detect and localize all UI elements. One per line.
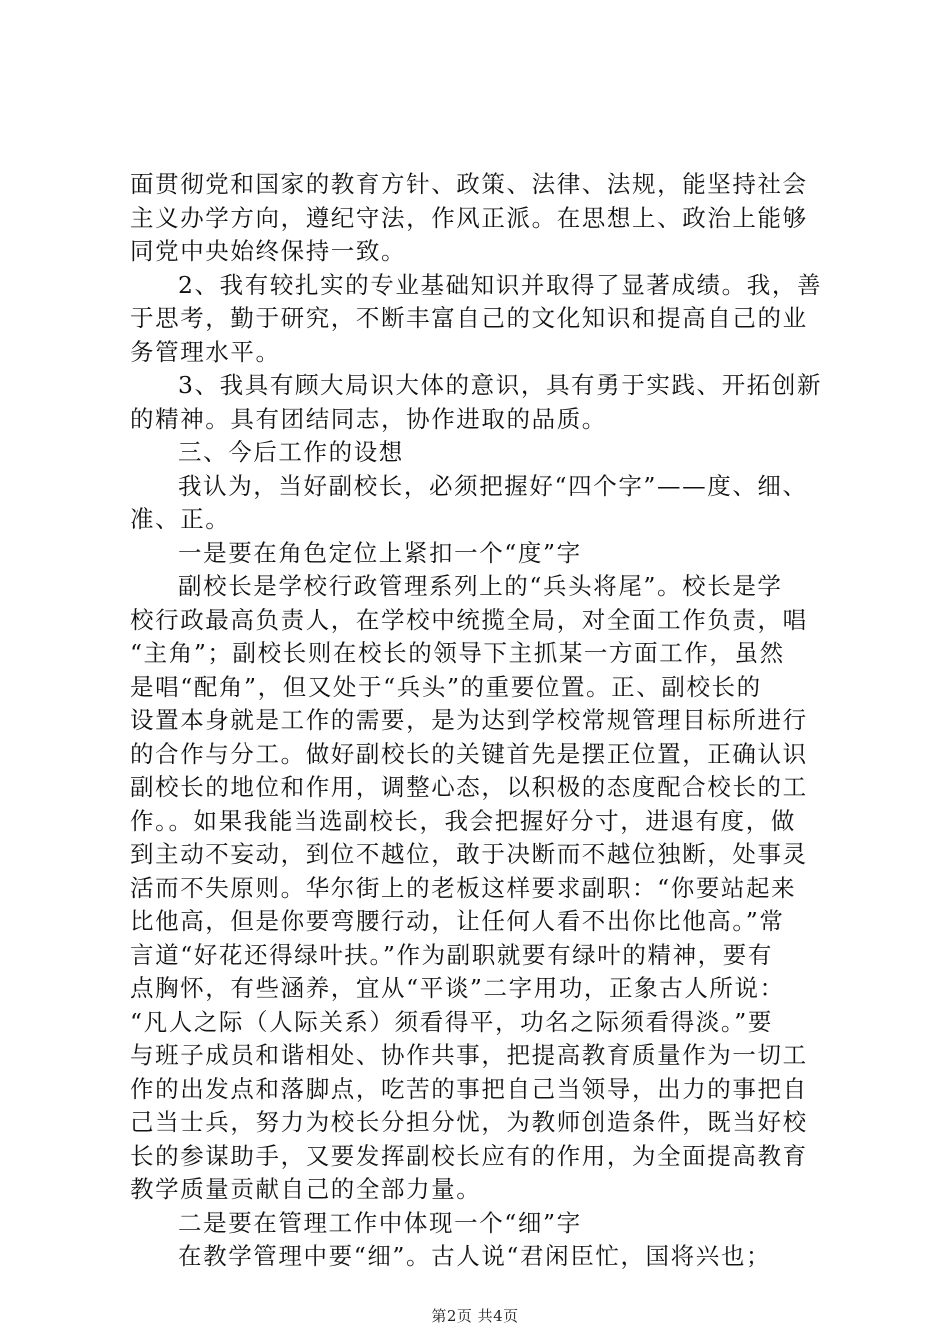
text-line: 面贯彻党和国家的教育方针、政策、法律、法规，能坚持社会 bbox=[130, 170, 808, 198]
text-line: 我认为，当好副校长，必须把握好“四个字”——度、细、 bbox=[178, 471, 808, 500]
text-line: 校行政最高负责人，在学校中统揽全局，对全面工作负责，唱 bbox=[130, 605, 808, 634]
text-line: 作的出发点和落脚点，吃苦的事把自己当领导，出力的事把自 bbox=[130, 1074, 808, 1103]
text-line: 同党中央始终保持一致。 bbox=[130, 237, 407, 265]
text-line: 教学质量贡献自己的全部力量。 bbox=[130, 1175, 482, 1203]
text-line: 活而不失原则。华尔街上的老板这样要求副职：“你要站起来 bbox=[130, 873, 797, 902]
text-line: 言道“好花还得绿叶扶。”作为副职就要有绿叶的精神，要有 bbox=[130, 940, 773, 969]
text-line: “主角”；副校长则在校长的领导下主抓某一方面工作，虽然 bbox=[130, 639, 785, 667]
text-line: 在教学管理中要“细”。古人说“君闲臣忙，国将兴也； bbox=[178, 1242, 772, 1270]
text-line: 设置本身就是工作的需要，是为达到学校常规管理目标所进行 bbox=[130, 706, 808, 734]
text-line: 一是要在角色定位上紧扣一个“度”字 bbox=[178, 538, 582, 567]
text-line: 副校长是学校行政管理系列上的“兵头将尾”。校长是学 bbox=[178, 572, 783, 600]
text-line: 是唱“配角”，但又处于“兵头”的重要位置。正、副校长的 bbox=[130, 672, 762, 701]
text-line: 于思考，勤于研究，不断丰富自己的文化知识和提高自己的业 bbox=[130, 304, 808, 332]
text-line: 务管理水平。 bbox=[130, 337, 281, 366]
page-footer: 第2页 共4页 bbox=[431, 1307, 519, 1325]
text-line: 点胸怀，有些涵养，宜从“平谈”二字用功，正象古人所说： bbox=[130, 974, 785, 1002]
text-line: 的精神。具有团结同志，协作进取的品质。 bbox=[130, 404, 607, 433]
text-line: 副校长的地位和作用，调整心态，以积极的态度配合校长的工 bbox=[130, 773, 808, 801]
text-line: 的合作与分工。做好副校长的关键首先是摆正位置，正确认识 bbox=[130, 739, 808, 768]
text-line: 3、我具有顾大局识大体的意识，具有勇于实践、开拓创新 bbox=[178, 371, 823, 399]
text-line: 比他高，但是你要弯腰行动，让任何人看不出你比他高。”常 bbox=[130, 907, 785, 935]
text-line: 准、正。 bbox=[130, 505, 231, 533]
text-line: 己当士兵，努力为校长分担分忧，为教师创造条件，既当好校 bbox=[130, 1108, 808, 1136]
text-line: “凡人之际（人际关系）须看得平，功名之际须看得淡。”要 bbox=[130, 1007, 773, 1036]
text-line: 主义办学方向，遵纪守法，作风正派。在思想上、政治上能够 bbox=[130, 203, 808, 232]
text-line: 作。。如果我能当选副校长，我会把握好分寸，进退有度，做 bbox=[130, 806, 796, 835]
document-body bbox=[130, 168, 830, 1274]
text-line: 与班子成员和谐相处、协作共事，把提高教育质量作为一切工 bbox=[130, 1041, 808, 1069]
text-line: 二是要在管理工作中体现一个“细”字 bbox=[178, 1208, 582, 1237]
text-line: 三、今后工作的设想 bbox=[178, 438, 404, 466]
text-line: 到主动不妄动，到位不越位，敢于决断而不越位独断，处事灵 bbox=[130, 840, 808, 868]
text-line: 长的参谋助手，又要发挥副校长应有的作用，为全面提高教育 bbox=[130, 1141, 808, 1170]
text-line: 2、我有较扎实的专业基础知识并取得了显著成绩。我，善 bbox=[178, 270, 823, 299]
